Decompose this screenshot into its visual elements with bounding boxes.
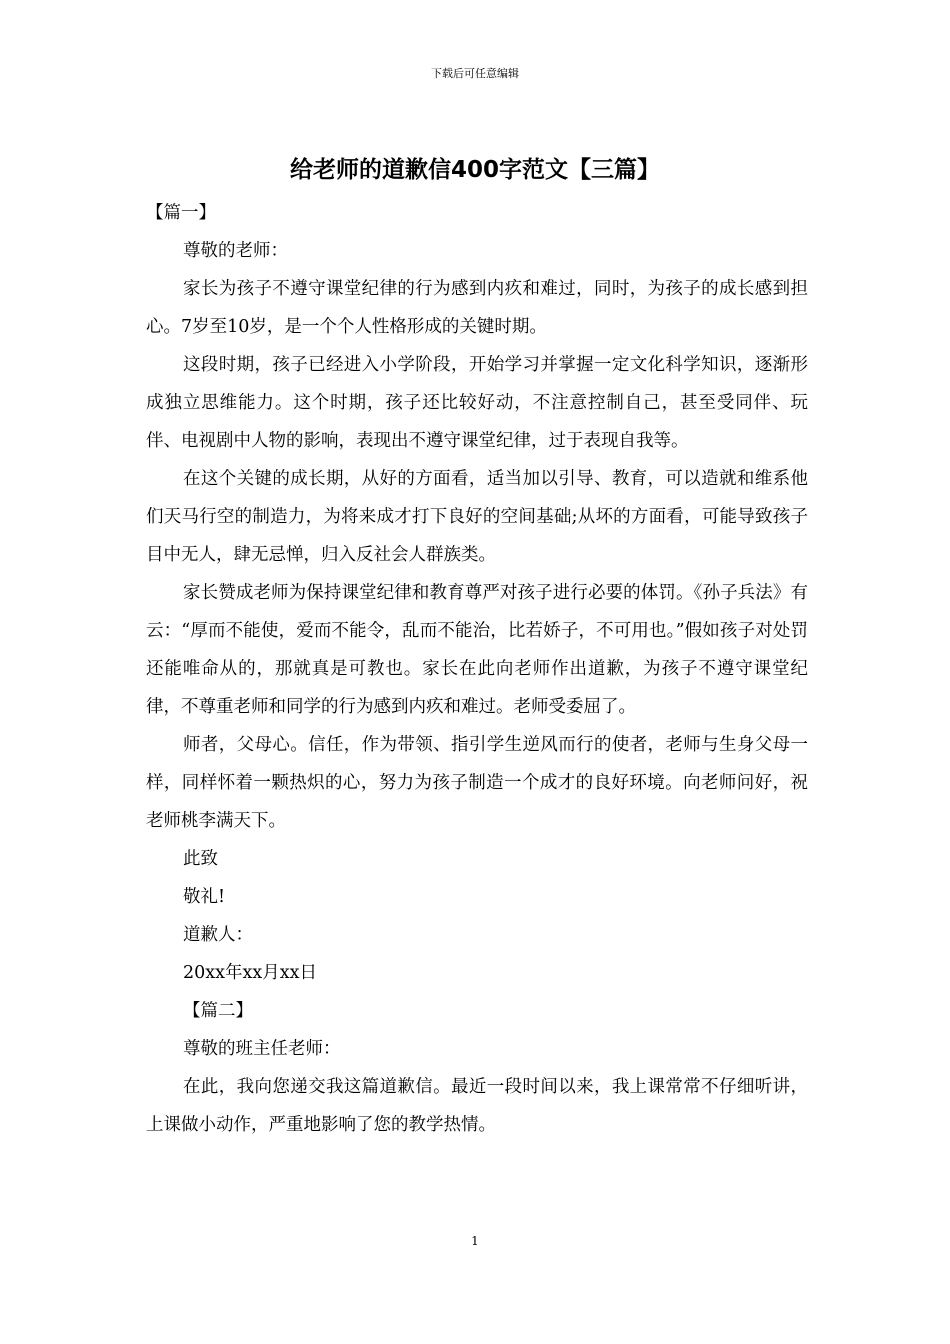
paragraph: 家长赞成老师为保持课堂纪律和教育尊严对孩子进行必要的体罚。《孙子兵法》有云：“厚而不能使，爱而不能令，乱而不能治，比若娇子，不可用也。”假如孩子对处罚还能唯命从的，那就真是可教也。家长在此向老师作出道歉，为孩子不遵守课堂纪律，不尊重老师和同学的行为感到内疚和难过。老师受委屈了。 [146,583,808,717]
document-body [146,194,808,1144]
paragraph: 家长为孩子不遵守课堂纪律的行为感到内疚和难过，同时，为孩子的成长感到担心。7岁至10岁，是一个个人性格形成的关键时期。 [146,279,808,337]
date-line: 20xx年xx月xx日 [183,963,317,983]
greeting-1: 尊敬的老师： [183,241,288,261]
page-number: 1 [471,1234,479,1248]
paragraph: 在此，我向您递交我这篇道歉信。最近一段时间以来，我上课常常不仔细听讲，上课做小动作，严重地影响了您的教学热情。 [146,1077,808,1135]
greeting-2: 尊敬的班主任老师： [183,1039,341,1059]
header-note: 下载后可任意编辑 [431,67,519,80]
paragraph: 这段时期，孩子已经进入小学阶段，开始学习并掌握一定文化科学知识，逐渐形成独立思维能力。这个时期，孩子还比较好动，不注意控制自己，甚至受同伴、玩伴、电视剧中人物的影响，表现出不遵守课堂纪律，过于表现自我等。 [146,355,808,451]
paragraph: 师者，父母心。信任，作为带领、指引学生逆风而行的使者，老师与生身父母一样，同样怀着一颗热炽的心，努力为孩子制造一个成才的良好环境。向老师问好，祝老师桃李满天下。 [146,735,808,831]
closing-line-2: 敬礼! [183,887,226,907]
section-label-2: 【篇二】 [183,1001,253,1021]
closing-line-1: 此致 [183,849,218,869]
section-label-1: 【篇一】 [146,203,216,223]
signer-line: 道歉人： [183,925,253,945]
document-title: 给老师的道歉信400字范文【三篇】 [289,157,660,183]
paragraph: 在这个关键的成长期，从好的方面看，适当加以引导、教育，可以造就和维系他们天马行空的制造力，为将来成才打下良好的空间基础;从坏的方面看，可能导致孩子目中无人，肆无忌惮，归入反社会人群族类。 [146,469,808,565]
